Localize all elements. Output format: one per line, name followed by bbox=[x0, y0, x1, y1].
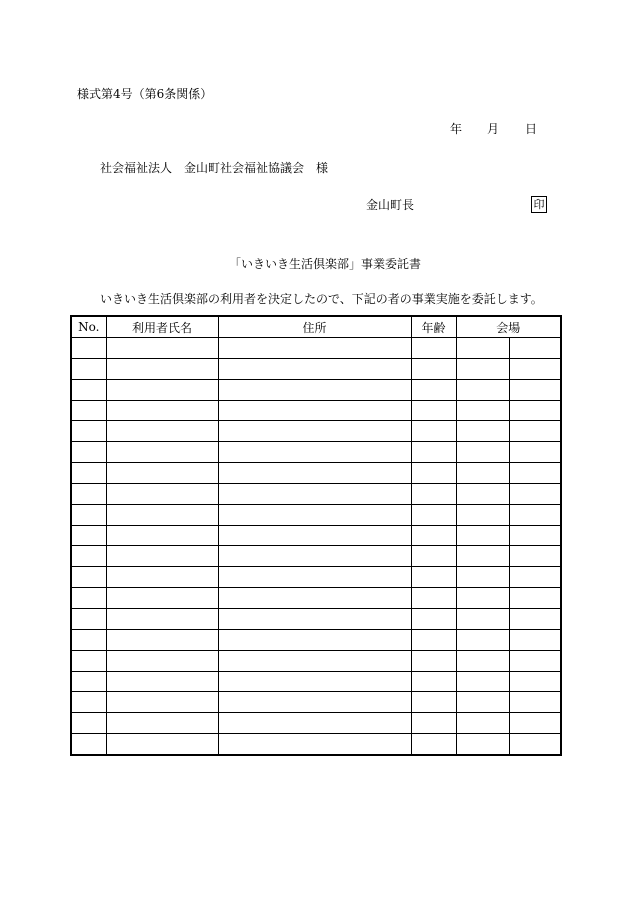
table-row bbox=[71, 400, 561, 421]
cell-no[interactable] bbox=[71, 546, 106, 567]
cell-venue-b[interactable] bbox=[509, 442, 561, 463]
table-row bbox=[71, 546, 561, 567]
body-text: いきいき生活倶楽部の利用者を決定したので、下記の者の事業実施を委託します。 bbox=[100, 292, 543, 306]
cell-venue-a[interactable] bbox=[456, 421, 509, 442]
table-row bbox=[71, 608, 561, 629]
cell-no[interactable] bbox=[71, 629, 106, 650]
cell-address[interactable] bbox=[218, 379, 411, 400]
cell-address[interactable] bbox=[218, 421, 411, 442]
cell-name[interactable] bbox=[106, 713, 218, 734]
cell-no[interactable] bbox=[71, 608, 106, 629]
cell-age[interactable] bbox=[411, 650, 456, 671]
cell-venue-b[interactable] bbox=[509, 379, 561, 400]
cell-venue-a[interactable] bbox=[456, 379, 509, 400]
cell-age[interactable] bbox=[411, 483, 456, 504]
cell-venue-b[interactable] bbox=[509, 421, 561, 442]
cell-address[interactable] bbox=[218, 629, 411, 650]
cell-name[interactable] bbox=[106, 546, 218, 567]
cell-venue-a[interactable] bbox=[456, 546, 509, 567]
cell-no[interactable] bbox=[71, 338, 106, 359]
cell-age[interactable] bbox=[411, 734, 456, 755]
cell-venue-a[interactable] bbox=[456, 650, 509, 671]
cell-venue-b[interactable] bbox=[509, 483, 561, 504]
cell-venue-b[interactable] bbox=[509, 504, 561, 525]
cell-no[interactable] bbox=[71, 713, 106, 734]
date-year: 年 bbox=[450, 122, 463, 136]
cell-name[interactable] bbox=[106, 442, 218, 463]
cell-address[interactable] bbox=[218, 358, 411, 379]
cell-venue-a[interactable] bbox=[456, 504, 509, 525]
table-row bbox=[71, 588, 561, 609]
date-line bbox=[450, 122, 537, 136]
table-row bbox=[71, 504, 561, 525]
cell-venue-a[interactable] bbox=[456, 713, 509, 734]
cell-venue-a[interactable] bbox=[456, 463, 509, 484]
cell-venue-b[interactable] bbox=[509, 338, 561, 359]
cell-name[interactable] bbox=[106, 567, 218, 588]
cell-no[interactable] bbox=[71, 421, 106, 442]
cell-no[interactable] bbox=[71, 692, 106, 713]
cell-venue-a[interactable] bbox=[456, 338, 509, 359]
table-row bbox=[71, 525, 561, 546]
cell-address[interactable] bbox=[218, 546, 411, 567]
cell-no[interactable] bbox=[71, 650, 106, 671]
cell-age[interactable] bbox=[411, 567, 456, 588]
cell-venue-b[interactable] bbox=[509, 692, 561, 713]
seal-mark: 印 bbox=[531, 196, 547, 213]
cell-name[interactable] bbox=[106, 463, 218, 484]
cell-no[interactable] bbox=[71, 442, 106, 463]
cell-no[interactable] bbox=[71, 463, 106, 484]
cell-age[interactable] bbox=[411, 692, 456, 713]
cell-no[interactable] bbox=[71, 734, 106, 755]
cell-no[interactable] bbox=[71, 379, 106, 400]
cell-name[interactable] bbox=[106, 671, 218, 692]
cell-age[interactable] bbox=[411, 629, 456, 650]
table-row bbox=[71, 483, 561, 504]
cell-address[interactable] bbox=[218, 338, 411, 359]
cell-age[interactable] bbox=[411, 504, 456, 525]
cell-venue-a[interactable] bbox=[456, 525, 509, 546]
cell-address[interactable] bbox=[218, 525, 411, 546]
cell-address[interactable] bbox=[218, 442, 411, 463]
cell-address[interactable] bbox=[218, 692, 411, 713]
roster-table bbox=[70, 315, 562, 756]
cell-no[interactable] bbox=[71, 525, 106, 546]
cell-age[interactable] bbox=[411, 442, 456, 463]
cell-address[interactable] bbox=[218, 504, 411, 525]
form-number: 様式第4号（第6条関係） bbox=[77, 87, 213, 101]
cell-age[interactable] bbox=[411, 671, 456, 692]
date-month: 月 bbox=[487, 122, 500, 136]
cell-no[interactable] bbox=[71, 671, 106, 692]
cell-venue-a[interactable] bbox=[456, 483, 509, 504]
cell-age[interactable] bbox=[411, 358, 456, 379]
cell-address[interactable] bbox=[218, 650, 411, 671]
cell-venue-a[interactable] bbox=[456, 567, 509, 588]
cell-address[interactable] bbox=[218, 608, 411, 629]
table-row bbox=[71, 692, 561, 713]
cell-name[interactable] bbox=[106, 379, 218, 400]
cell-venue-b[interactable] bbox=[509, 650, 561, 671]
cell-name[interactable] bbox=[106, 650, 218, 671]
cell-name[interactable] bbox=[106, 338, 218, 359]
cell-age[interactable] bbox=[411, 713, 456, 734]
cell-address[interactable] bbox=[218, 463, 411, 484]
table-row bbox=[71, 650, 561, 671]
cell-name[interactable] bbox=[106, 525, 218, 546]
cell-venue-a[interactable] bbox=[456, 358, 509, 379]
cell-venue-a[interactable] bbox=[456, 734, 509, 755]
cell-address[interactable] bbox=[218, 734, 411, 755]
cell-venue-b[interactable] bbox=[509, 358, 561, 379]
table-row bbox=[71, 463, 561, 484]
cell-age[interactable] bbox=[411, 379, 456, 400]
cell-address[interactable] bbox=[218, 713, 411, 734]
header-venue: 会場 bbox=[456, 316, 561, 338]
cell-no[interactable] bbox=[71, 358, 106, 379]
cell-venue-b[interactable] bbox=[509, 671, 561, 692]
cell-venue-a[interactable] bbox=[456, 400, 509, 421]
table-row bbox=[71, 671, 561, 692]
table-row bbox=[71, 421, 561, 442]
cell-name[interactable] bbox=[106, 629, 218, 650]
cell-address[interactable] bbox=[218, 567, 411, 588]
sender: 金山町長 bbox=[366, 198, 415, 212]
header-age: 年齢 bbox=[411, 316, 456, 338]
cell-age[interactable] bbox=[411, 338, 456, 359]
table-header-row bbox=[71, 316, 561, 338]
table-row bbox=[71, 379, 561, 400]
cell-name[interactable] bbox=[106, 358, 218, 379]
cell-age[interactable] bbox=[411, 588, 456, 609]
cell-name[interactable] bbox=[106, 734, 218, 755]
table-row bbox=[71, 629, 561, 650]
table-row bbox=[71, 338, 561, 359]
cell-no[interactable] bbox=[71, 400, 106, 421]
cell-age[interactable] bbox=[411, 546, 456, 567]
cell-venue-a[interactable] bbox=[456, 692, 509, 713]
cell-name[interactable] bbox=[106, 692, 218, 713]
cell-venue-a[interactable] bbox=[456, 629, 509, 650]
cell-name[interactable] bbox=[106, 400, 218, 421]
cell-age[interactable] bbox=[411, 608, 456, 629]
cell-venue-a[interactable] bbox=[456, 442, 509, 463]
cell-name[interactable] bbox=[106, 588, 218, 609]
cell-venue-b[interactable] bbox=[509, 588, 561, 609]
date-day: 日 bbox=[525, 122, 538, 136]
cell-venue-b[interactable] bbox=[509, 713, 561, 734]
cell-age[interactable] bbox=[411, 421, 456, 442]
header-name: 利用者氏名 bbox=[106, 316, 218, 338]
cell-no[interactable] bbox=[71, 588, 106, 609]
cell-age[interactable] bbox=[411, 525, 456, 546]
cell-venue-a[interactable] bbox=[456, 671, 509, 692]
document-title: 「いきいき生活倶楽部」事業委託書 bbox=[229, 257, 422, 271]
cell-name[interactable] bbox=[106, 483, 218, 504]
cell-no[interactable] bbox=[71, 483, 106, 504]
table-row bbox=[71, 734, 561, 755]
cell-venue-b[interactable] bbox=[509, 608, 561, 629]
cell-venue-b[interactable] bbox=[509, 400, 561, 421]
cell-venue-a[interactable] bbox=[456, 608, 509, 629]
header-no: No. bbox=[71, 316, 106, 338]
cell-no[interactable] bbox=[71, 567, 106, 588]
cell-venue-b[interactable] bbox=[509, 546, 561, 567]
cell-venue-b[interactable] bbox=[509, 567, 561, 588]
cell-venue-b[interactable] bbox=[509, 525, 561, 546]
cell-address[interactable] bbox=[218, 400, 411, 421]
addressee: 社会福祉法人 金山町社会福祉協議会 様 bbox=[100, 161, 329, 175]
cell-venue-b[interactable] bbox=[509, 463, 561, 484]
cell-name[interactable] bbox=[106, 608, 218, 629]
table-row bbox=[71, 567, 561, 588]
cell-no[interactable] bbox=[71, 504, 106, 525]
cell-name[interactable] bbox=[106, 504, 218, 525]
cell-venue-b[interactable] bbox=[509, 734, 561, 755]
cell-name[interactable] bbox=[106, 421, 218, 442]
table-row bbox=[71, 442, 561, 463]
cell-address[interactable] bbox=[218, 671, 411, 692]
cell-venue-b[interactable] bbox=[509, 629, 561, 650]
table-row bbox=[71, 358, 561, 379]
cell-address[interactable] bbox=[218, 588, 411, 609]
header-address: 住所 bbox=[218, 316, 411, 338]
cell-age[interactable] bbox=[411, 400, 456, 421]
cell-venue-a[interactable] bbox=[456, 588, 509, 609]
cell-address[interactable] bbox=[218, 483, 411, 504]
table-row bbox=[71, 713, 561, 734]
cell-age[interactable] bbox=[411, 463, 456, 484]
